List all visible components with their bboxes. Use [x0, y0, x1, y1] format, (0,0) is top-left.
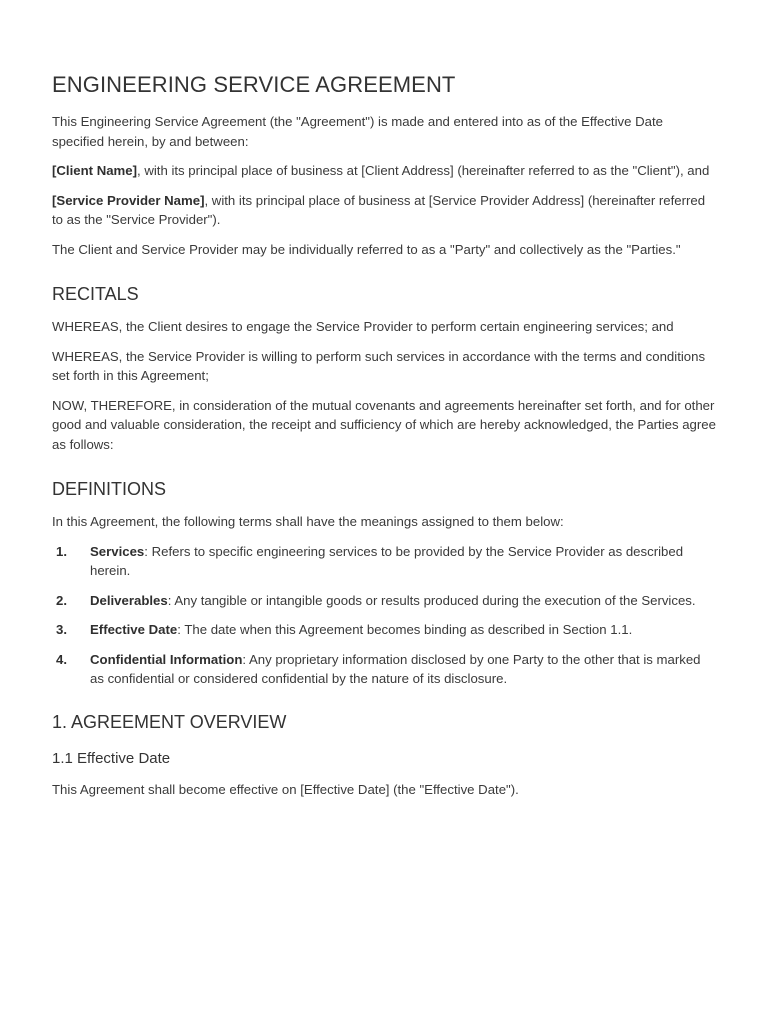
list-item: [52, 650, 718, 689]
provider-paragraph: [52, 191, 718, 230]
effective-date-paragraph: This Agreement shall become effective on [Effective Date] (the "Effective Date").: [52, 781, 519, 797]
client-name: [Client Name]: [52, 163, 137, 178]
effective-date-subheading: 1.1 Effective Date: [52, 749, 171, 767]
definition-term: Deliverables: [90, 592, 168, 608]
list-item-body: [90, 591, 718, 611]
document-title: ENGINEERING SERVICE AGREEMENT: [52, 72, 456, 97]
client-paragraph: [52, 161, 718, 181]
list-item: [52, 591, 718, 611]
list-item: [52, 620, 718, 640]
list-item-body: [90, 542, 718, 581]
intro-paragraph: This Engineering Service Agreement (the "Agreement") is made and entered into as of the Effective Date specified herein, by and between:: [52, 114, 663, 149]
parties-paragraph: The Client and Service Provider may be individually referred to as a "Party" and collectively as the "Parties.": [52, 241, 681, 257]
provider-name: [Service Provider Name]: [52, 192, 205, 208]
definition-text: : Any tangible or intangible goods or results produced during the execution of the Services.: [167, 592, 696, 608]
list-item-number: 2.: [56, 592, 67, 608]
recital-paragraph: WHEREAS, the Service Provider is willing to perform such services in accordance with the terms and conditions set forth in this Agreement;: [52, 348, 706, 383]
list-item-body: [90, 620, 718, 640]
recital-paragraph: WHEREAS, the Client desires to engage the Service Provider to perform certain engineering services; and: [52, 319, 674, 334]
definitions-intro: In this Agreement, the following terms shall have the meanings assigned to them below:: [52, 514, 564, 529]
definition-text: : The date when this Agreement becomes binding as described in Section 1.1.: [177, 622, 633, 637]
definition-text: : Any proprietary information disclosed by one Party to the other that is marked as confidential or considered confidential by the nature of its disclosure.: [90, 651, 701, 686]
list-item: [52, 542, 718, 581]
overview-heading: 1. AGREEMENT OVERVIEW: [52, 711, 287, 732]
definition-text: : Refers to specific engineering services to be provided by the Service Provider as described herein.: [90, 543, 684, 578]
definition-term: Services: [90, 543, 145, 559]
definitions-heading: DEFINITIONS: [52, 479, 167, 499]
definition-term: Effective Date: [90, 622, 178, 637]
list-item-body: [90, 650, 718, 689]
definition-term: Confidential Information: [90, 651, 243, 667]
recitals-heading: RECITALS: [52, 284, 139, 304]
definitions-list: [52, 542, 718, 689]
client-details: , with its principal place of business at [Client Address] (hereinafter referred to as the "Client"), and: [137, 163, 710, 178]
list-item-number: 3.: [56, 622, 67, 637]
provider-details: , with its principal place of business at [Service Provider Address] (hereinafter referred to as the "Service Provider").: [52, 192, 706, 227]
list-item-number: 4.: [56, 651, 67, 667]
recital-paragraph: NOW, THEREFORE, in consideration of the mutual covenants and agreements hereinafter set forth, and for other good and valuable consideration, the receipt and sufficiency of which are hereby acknowledged, the Parties agree as follows:: [52, 397, 716, 452]
list-item-number: 1.: [56, 543, 67, 559]
